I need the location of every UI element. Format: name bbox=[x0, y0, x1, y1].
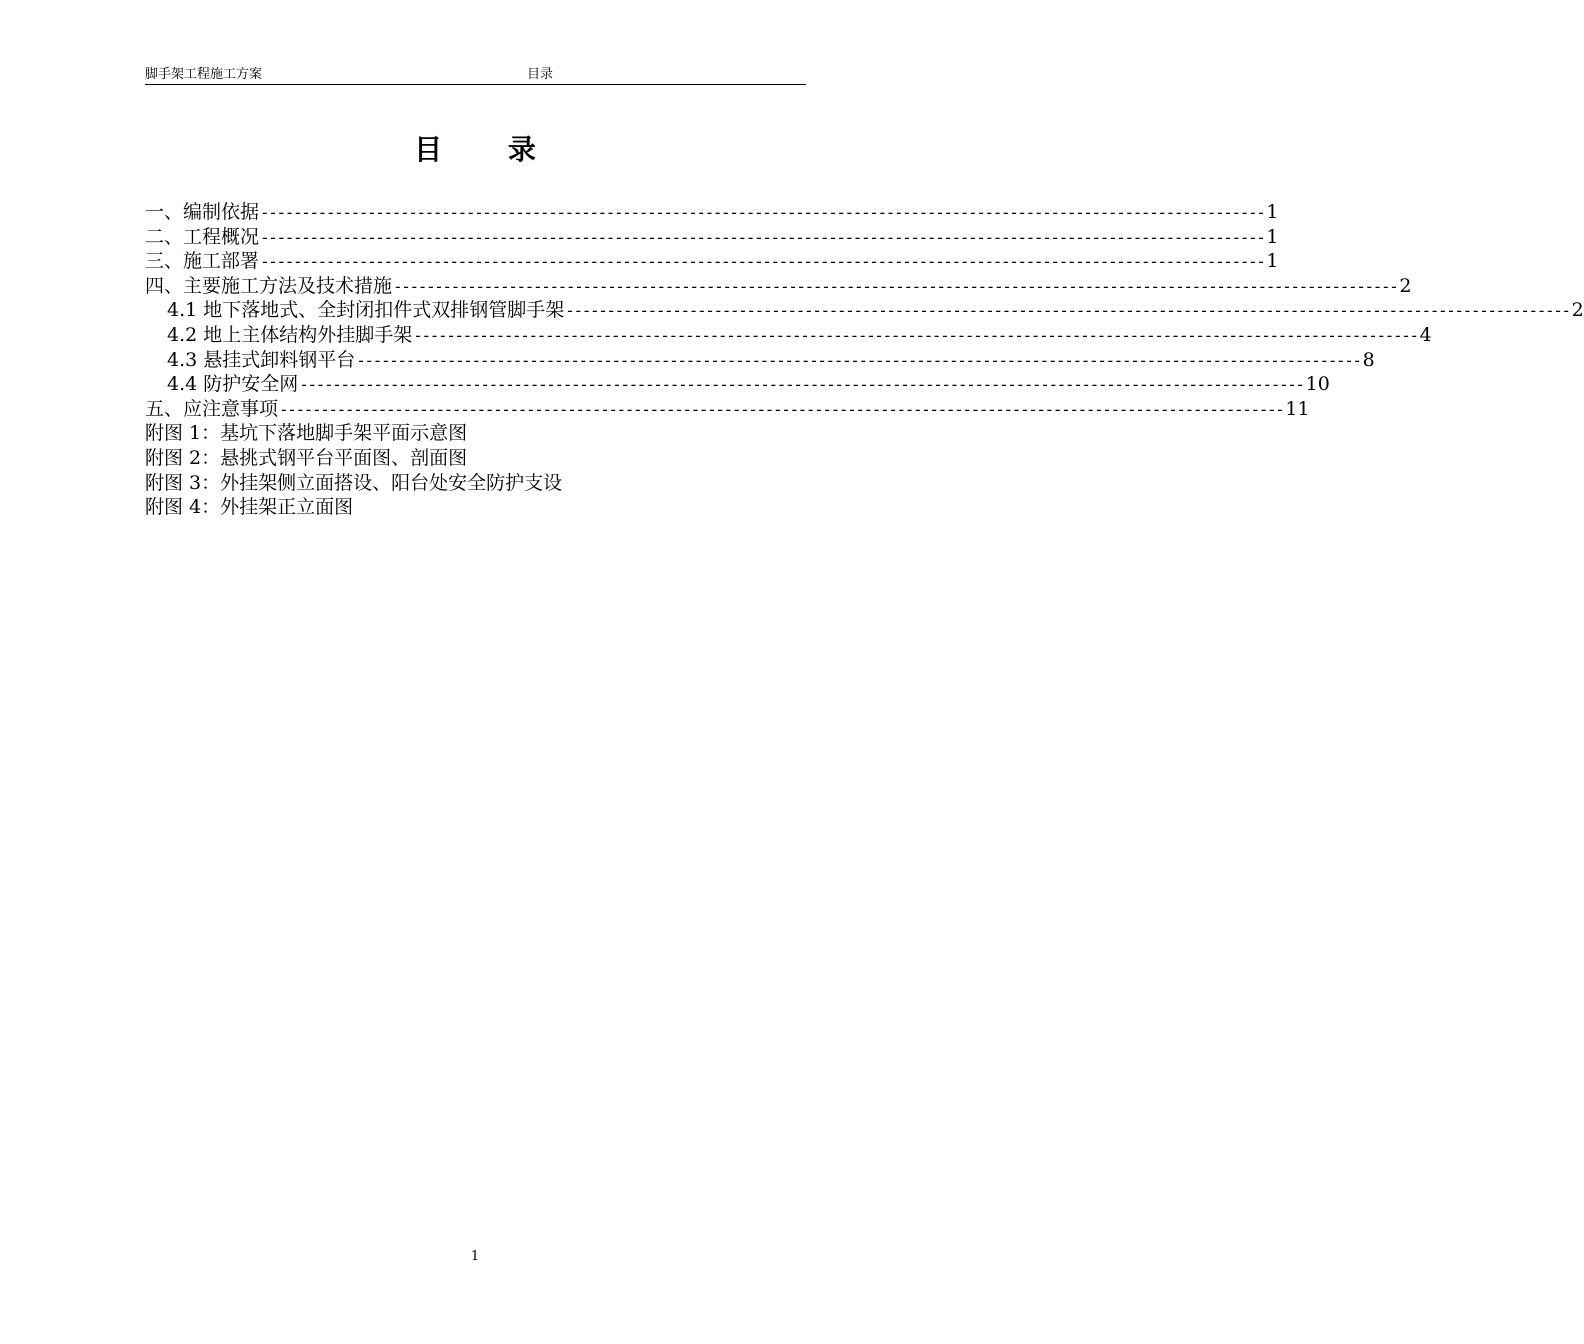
toc-leader: -------------------------------------------------------------------------------------------------------------------------- bbox=[393, 276, 1398, 296]
toc-entry-page: 10 bbox=[1305, 373, 1330, 396]
toc-entry[interactable] bbox=[145, 225, 1279, 250]
toc-entry-page: 2 bbox=[1571, 299, 1584, 322]
page-number: 1 bbox=[470, 1249, 480, 1264]
toc-entry-label: 二、工程概况 bbox=[145, 225, 260, 248]
toc-appendix-label: 附图 4：外挂架正立面图 bbox=[145, 496, 354, 519]
toc-appendix[interactable] bbox=[145, 495, 805, 520]
toc-entry-page: 8 bbox=[1362, 348, 1375, 371]
page-header bbox=[145, 66, 806, 84]
toc-entry[interactable] bbox=[145, 249, 1279, 274]
toc-entry-label: 4.1 地下落地式、全封闭扣件式双排钢管脚手架 bbox=[167, 299, 565, 322]
toc-leader: -------------------------------------------------------------------------------------------------------------------------- bbox=[299, 375, 1304, 395]
toc-leader: -------------------------------------------------------------------------------------------------------------------------- bbox=[260, 203, 1265, 222]
toc-subentry[interactable] bbox=[145, 372, 1330, 397]
toc-entry-page: 1 bbox=[1266, 225, 1279, 248]
toc-leader: -------------------------------------------------------------------------------------------------------------------------- bbox=[260, 252, 1265, 272]
toc-entry[interactable] bbox=[145, 200, 1279, 225]
toc-leader: -------------------------------------------------------------------------------------------------------------------------- bbox=[356, 350, 1361, 370]
toc-appendix[interactable] bbox=[145, 446, 805, 471]
toc-appendix-label: 附图 3：外挂架侧立面搭设、阳台处安全防护支设 bbox=[145, 471, 563, 494]
toc-subentry[interactable] bbox=[145, 298, 1584, 323]
toc-leader: -------------------------------------------------------------------------------------------------------------------------- bbox=[565, 301, 1570, 321]
header-document-title: 脚手架工程施工方案 bbox=[145, 67, 263, 82]
toc-entry-label: 4.2 地上主体结构外挂脚手架 bbox=[167, 323, 413, 346]
toc-appendix[interactable] bbox=[145, 421, 805, 446]
toc-entry-label: 4.4 防护安全网 bbox=[167, 373, 299, 396]
toc-entry[interactable] bbox=[145, 274, 1412, 299]
toc-entry-page: 11 bbox=[1285, 397, 1310, 420]
toc-subentry[interactable] bbox=[145, 323, 1432, 348]
toc-appendix-label: 附图 1：基坑下落地脚手架平面示意图 bbox=[145, 422, 468, 445]
toc-entry-page: 2 bbox=[1399, 274, 1412, 297]
toc-entry-label: 三、施工部署 bbox=[145, 250, 260, 273]
toc-leader: -------------------------------------------------------------------------------------------------------------------------- bbox=[279, 399, 1284, 419]
toc-entry-page: 1 bbox=[1266, 201, 1279, 223]
toc-entry-page: 4 bbox=[1419, 323, 1432, 346]
table-of-contents bbox=[145, 200, 1584, 520]
header-rule bbox=[145, 84, 806, 85]
toc-title: 目 录 bbox=[414, 133, 564, 166]
header-section-title: 目录 bbox=[527, 67, 554, 82]
toc-entry-label: 四、主要施工方法及技术措施 bbox=[145, 274, 393, 297]
toc-appendix[interactable] bbox=[145, 471, 805, 496]
toc-subentry[interactable] bbox=[145, 348, 1375, 373]
toc-entry-label: 五、应注意事项 bbox=[145, 397, 279, 420]
toc-appendix-label: 附图 2：悬挑式钢平台平面图、剖面图 bbox=[145, 446, 468, 469]
toc-leader: -------------------------------------------------------------------------------------------------------------------------- bbox=[260, 227, 1265, 247]
toc-entry-label: 4.3 悬挂式卸料钢平台 bbox=[167, 348, 356, 371]
toc-leader: -------------------------------------------------------------------------------------------------------------------------- bbox=[413, 325, 1418, 345]
toc-entry-label: 一、编制依据 bbox=[145, 201, 260, 223]
toc-entry-page: 1 bbox=[1266, 250, 1279, 273]
toc-entry[interactable] bbox=[145, 397, 1310, 422]
